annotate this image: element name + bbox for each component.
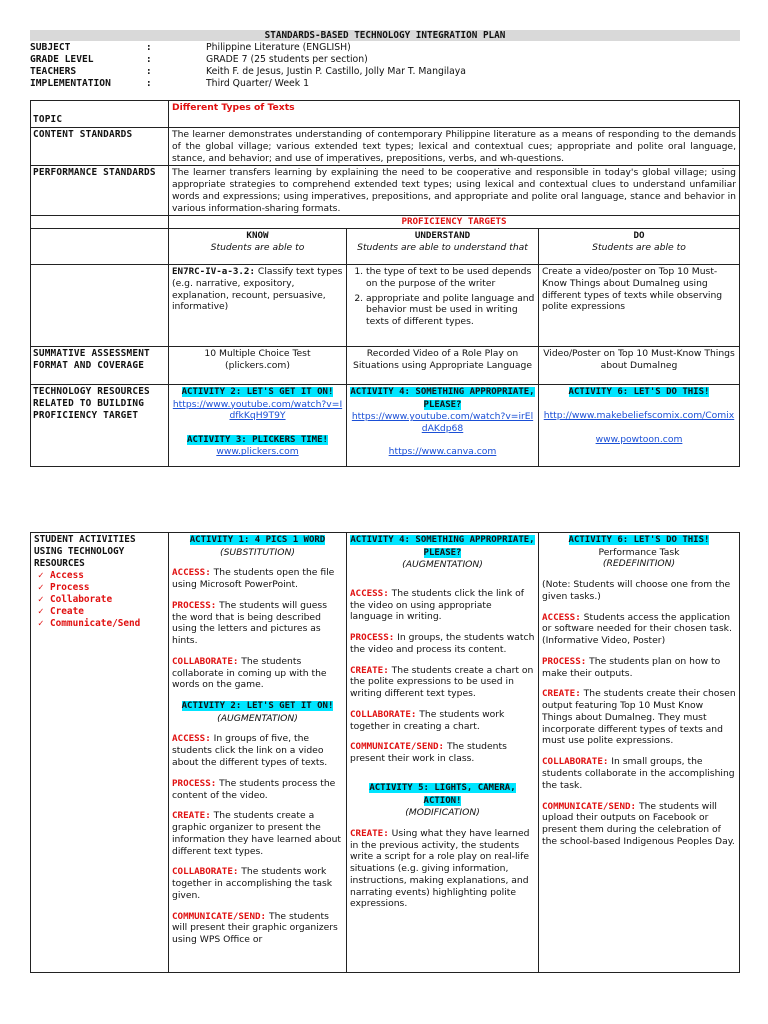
content-standards-label: CONTENT STANDARDS xyxy=(31,128,169,166)
activity-5-create: Using what they have learned in the previous activity, the students write a script for a role play on real-life situations (e.g. giving information, instructions, making explanations, and narrating events) highlighting polite expressions. xyxy=(350,827,530,910)
plickers-link[interactable]: www.plickers.com xyxy=(216,446,299,458)
activity-3-highlight: ACTIVITY 3: PLICKERS TIME! xyxy=(187,434,328,445)
activity-6-mode: (REDEFINITION) xyxy=(602,558,676,570)
header-colon: : xyxy=(146,66,152,77)
header-colon: : xyxy=(146,42,152,53)
targets-row xyxy=(31,265,740,347)
header-key: GRADE LEVEL xyxy=(30,54,94,65)
activity-1-mode: (SUBSTITUTION) xyxy=(220,546,295,558)
header-key: IMPLEMENTATION xyxy=(30,78,111,89)
technology-row xyxy=(31,385,740,467)
header-row-subject xyxy=(30,42,740,54)
content-standards-value: The learner demonstrates understanding of contemporary Philippine literature as a means of responding to the demands of the global village; various extended text types; lexical and contextual cues; appropriate and polite oral language, stance, and behavior; and use of imperatives, prepositions, verbs, and wh-questions. xyxy=(169,128,740,166)
activity-6-process: The students plan on how to make their outputs. xyxy=(542,655,721,679)
activity-4-create: The students create a chart on the polite expressions to be used in writing different text types. xyxy=(350,664,534,700)
do-text: Create a video/poster on Top 10 Must-Know Things about Dumalneg using different types of texts while observing polite expressions xyxy=(539,265,740,347)
activity-1-collaborate: The students collaborate in coming up with the words on the game. xyxy=(172,655,327,691)
step-collaborate: ✓ Collaborate xyxy=(38,594,113,605)
youtube-link-activity-2[interactable]: https://www.youtube.com/watch?v=IdfkKqH9T9Y xyxy=(172,398,343,422)
understand-heading: UNDERSTAND xyxy=(414,230,471,242)
content-standards-row xyxy=(31,128,740,166)
activity-2-highlight: ACTIVITY 2: LET'S GET IT ON! xyxy=(181,387,334,398)
activities-col-know: ACTIVITY 1: 4 PICS 1 WORD (SUBSTITUTION) ACCESS: The students open the file using Microsoft PowerPoint. PROCESS: The students will guess the word that is being described using the letters and pictures as hints. COLLABORATE: The students collaborate in coming up with the words on the game. ACTIVITY 2: LET'S GET IT ON! (AUGMENTATION) ACCESS: In groups of five, the students click the link on a video about the different types of texts. PROCESS: The students process the content of the video. CREATE: The students create a graphic organizer to present the information they have learned about different text types. COLLABORATE: The students work together in accomplishing the task given. COMMUNICATE/SEND: The students will present their graphic organizers using WPS Office or xyxy=(169,533,347,973)
activity-2-communicate: The students will present their graphic organizers using WPS Office or xyxy=(172,910,338,946)
proficiency-row xyxy=(31,216,740,229)
understand-item: 1. the type of text to be used depends on the purpose of the writer xyxy=(366,266,535,290)
activity-6-title: ACTIVITY 6: LET'S DO THIS! xyxy=(568,535,710,545)
activity-steps-list xyxy=(34,570,165,630)
activity-6-access: Students access the application or software needed for their chosen task. (Informative Video, Poster) xyxy=(542,611,732,647)
header-value: GRADE 7 (25 students per section) xyxy=(206,54,368,65)
header-info xyxy=(30,42,740,90)
header-colon: : xyxy=(146,54,152,65)
activities-col-do: ACTIVITY 6: LET'S DO THIS! Performance Task (REDEFINITION) (Note: Students will choose one from the given tasks.) ACCESS: Students access the application or software needed for their chosen task. (Informative Video, Poster) PROCESS: The students plan on how to make their outputs. CREATE: The students create their chosen output featuring Top 10 Must Know Things about Dumalneg. They must incorporate different types of texts and must use polite expressions. COLLABORATE: In small groups, the students collaborate in the accomplishing the task. COMMUNICATE/SEND: The students will upload their outputs on Facebook or present them during the celebration of the school-based Indigenous Peoples Day. xyxy=(539,533,740,973)
summative-do: Video/Poster on Top 10 Must-Know Things about Dumalneg xyxy=(539,347,740,385)
makebeliefscomix-link[interactable]: http://www.makebeliefscomix.com/Comix xyxy=(543,410,735,422)
activity-4-mode: (AUGMENTATION) xyxy=(402,559,483,571)
activities-col-understand: ACTIVITY 4: SOMETHING APPROPRIATE, PLEASE? (AUGMENTATION) ACCESS: The students click the link of the video on using appropriate language in writing. PROCESS: In groups, the students watch the video and process its content. CREATE: The students create a chart on the polite expressions to be used in writing different text types. COLLABORATE: The students work together in creating a chart. COMMUNICATE/SEND: The students present their work in class. ACTIVITY 5: LIGHTS, CAMERA, ACTION! (MODIFICATION) CREATE: Using what they have learned in the previous activity, the students write a script for a role play on real-life situations (e.g. giving information, instructions, making explanations, and narrating events) highlighting polite expressions. xyxy=(347,533,539,973)
know-text: Classify text types (e.g. narrative, expository, explanation, recount, persuasive, informative) xyxy=(172,266,343,313)
header-row-implementation xyxy=(30,78,740,90)
activity-4-communicate: The students present their work in class. xyxy=(350,741,507,765)
checkmark-icon: ✓ xyxy=(38,582,44,593)
activity-2-title: ACTIVITY 2: LET'S GET IT ON! xyxy=(181,701,334,712)
activity-1-access: The students open the file using Microsoft PowerPoint. xyxy=(172,567,335,591)
header-value: Third Quarter/ Week 1 xyxy=(206,78,310,89)
document-title: STANDARDS-BASED TECHNOLOGY INTEGRATION PLAN xyxy=(30,30,740,41)
activity-2-access: In groups of five, the students click the link on a video about the different types of texts. xyxy=(172,733,328,768)
activity-6-collaborate: In small groups, the students collaborate in the accomplishing the task. xyxy=(542,756,735,791)
empty-cell xyxy=(31,229,169,265)
activity-6-note: (Note: Students will choose one from the given tasks.) xyxy=(542,579,731,602)
activity-6-communicate: The students will upload their outputs on Facebook or present them during the celebration of the school-based Indigenous Peoples Day. xyxy=(542,800,735,847)
performance-standards-label: PERFORMANCE STANDARDS xyxy=(31,166,169,216)
checkmark-icon: ✓ xyxy=(38,570,44,581)
empty-cell xyxy=(31,265,169,347)
activity-5-mode: (MODIFICATION) xyxy=(405,807,480,819)
activity-4-access: The students click the link of the video on using appropriate language in writing. xyxy=(350,587,524,623)
know-subheading: Students are able to xyxy=(210,241,305,253)
header-key: SUBJECT xyxy=(30,42,71,53)
topic-row xyxy=(31,101,740,128)
canva-link[interactable]: https://www.canva.com xyxy=(388,446,497,458)
powtoon-link[interactable]: www.powtoon.com xyxy=(595,433,683,445)
topic-value: Different Types of Texts xyxy=(169,101,740,128)
activity-6-highlight: ACTIVITY 6: LET'S DO THIS! xyxy=(568,387,710,398)
activity-4-collaborate: The students work together in creating a chart. xyxy=(350,708,505,732)
performance-standards-row xyxy=(31,166,740,216)
understand-item: 2. appropriate and polite language and behavior must be used in writing texts of different types. xyxy=(366,293,535,328)
step-communicate: ✓ Communicate/Send xyxy=(38,618,141,629)
activity-2-collaborate: The students work together in accomplishing the task given. xyxy=(172,866,333,901)
checkmark-icon: ✓ xyxy=(38,606,44,617)
activities-table xyxy=(30,532,740,973)
empty-cell xyxy=(31,216,169,229)
activity-4-highlight: ACTIVITY 4: SOMETHING APPROPRIATE, PLEASE? xyxy=(350,387,535,410)
activity-6-create: The students create their chosen output featuring Top 10 Must Know Things about Dumalneg. They must incorporate different types of texts and must use polite expressions. xyxy=(542,688,736,747)
step-access: ✓ Access xyxy=(38,570,84,581)
target-head-row xyxy=(31,229,740,265)
understand-subheading: Students are able to understand that xyxy=(357,241,528,253)
topic-label: TOPIC xyxy=(31,101,169,128)
step-create: ✓ Create xyxy=(38,606,84,617)
header-value: Philippine Literature (ENGLISH) xyxy=(206,42,351,53)
header-value: Keith F. de Jesus, Justin P. Castillo, Jolly Mar T. Mangilaya xyxy=(206,66,466,77)
step-process: ✓ Process xyxy=(38,582,90,593)
activities-label: STUDENT ACTIVITIES USING TECHNOLOGY RESOURCES xyxy=(34,534,136,569)
activity-4-title: ACTIVITY 4: SOMETHING APPROPRIATE, PLEASE? xyxy=(350,535,535,558)
understand-list xyxy=(350,266,535,328)
activity-2-mode: (AUGMENTATION) xyxy=(217,712,298,724)
header-row-teachers xyxy=(30,66,740,78)
do-subheading: Students are able to xyxy=(592,241,686,253)
activity-4-process: In groups, the students watch the video and process its content. xyxy=(350,632,535,655)
checkmark-icon: ✓ xyxy=(38,594,44,605)
proficiency-targets-heading: PROFICIENCY TARGETS xyxy=(401,216,507,228)
activity-2-process: The students process the content of the video. xyxy=(172,777,336,801)
summative-row xyxy=(31,347,740,385)
performance-standards-value: The learner transfers learning by explaining the need to be cooperative and responsible in today's global village; using appropriate strategies to comprehend extended text types; using lexical and contextual clues to understand unfamiliar words and expressions; using imperatives, prepositions, and appropriate and polite oral language, stance and behavior in various information-sharing formats. xyxy=(169,166,740,216)
summative-label: SUMMATIVE ASSESSMENT FORMAT AND COVERAGE xyxy=(31,347,169,385)
activity-5-title: ACTIVITY 5: LIGHTS, CAMERA, ACTION! xyxy=(369,782,516,806)
header-key: TEACHERS xyxy=(30,66,77,77)
summative-know: 10 Multiple Choice Test (plickers.com) xyxy=(169,347,347,385)
technology-label: TECHNOLOGY RESOURCES RELATED TO BUILDING PROFICIENCY TARGET xyxy=(31,385,169,467)
activity-6-subtitle: Performance Task xyxy=(598,546,680,558)
checkmark-icon: ✓ xyxy=(38,618,44,629)
plan-table xyxy=(30,100,740,467)
activities-row xyxy=(31,533,740,973)
know-code: EN7RC-IV-a-3.2: xyxy=(172,266,255,278)
youtube-link-activity-4[interactable]: https://www.youtube.com/watch?v=irEldAKdp68 xyxy=(351,411,534,434)
activity-1-process: The students will guess the word that is being described using the letters and pictures as hints. xyxy=(172,599,327,647)
header-colon: : xyxy=(146,78,152,89)
know-heading: KNOW xyxy=(246,230,269,242)
do-heading: DO xyxy=(633,230,645,242)
header-row-grade xyxy=(30,54,740,66)
activity-2-create: The students create a graphic organizer to present the information they have learned about different text types. xyxy=(172,810,342,857)
activity-1-title: ACTIVITY 1: 4 PICS 1 WORD xyxy=(189,535,326,545)
summative-understand: Recorded Video of a Role Play on Situations using Appropriate Language xyxy=(347,347,539,385)
